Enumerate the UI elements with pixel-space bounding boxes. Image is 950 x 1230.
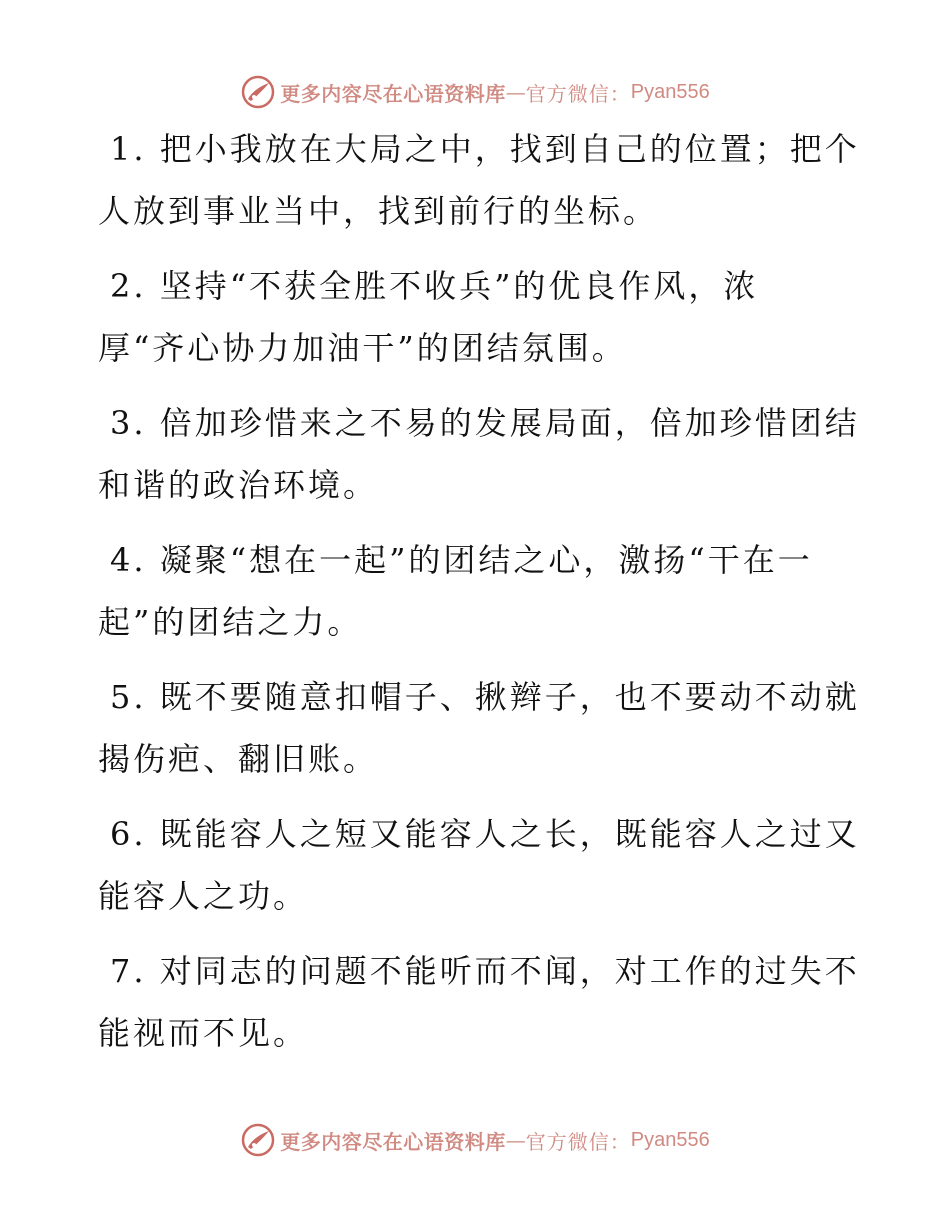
item-2-line-2: 厚“齐心协力加油干”的团结氛围。 <box>98 329 627 367</box>
item-3-line-1: 3. 倍加珍惜来之不易的发展局面，倍加珍惜团结 <box>110 404 860 442</box>
item-5-line-1: 5. 既不要随意扣帽子、揪辫子，也不要动不动就 <box>110 678 860 716</box>
list-item-6 <box>98 803 860 927</box>
item-6-line-2: 能容人之功。 <box>98 877 309 915</box>
list-item-2 <box>98 255 843 379</box>
item-1-line-2: 人放到事业当中，找到前行的坐标。 <box>98 192 659 230</box>
list-item-5 <box>98 666 860 790</box>
item-7-line-2: 能视而不见。 <box>98 1014 309 1052</box>
header-brand-text: 更多内容尽在心语资料库 <box>280 81 506 106</box>
footer-watermark <box>0 1120 950 1160</box>
footer-wechat-label: 官方微信： <box>525 1129 631 1154</box>
list-item-7 <box>98 940 860 1064</box>
item-2-line-1: 2. 坚持“不获全胜不收兵”的优良作风，浓 <box>110 267 759 305</box>
header-watermark <box>0 72 950 112</box>
pen-logo-icon <box>240 1122 276 1158</box>
item-5-line-2: 揭伤疤、翻旧账。 <box>98 740 379 778</box>
header-wechat-label: 官方微信： <box>525 81 631 106</box>
list-item-1 <box>98 118 860 242</box>
item-1-line-1: 1. 把小我放在大局之中，找到自己的位置；把个 <box>110 130 860 168</box>
item-4-line-2: 起”的团结之力。 <box>98 603 363 641</box>
list-item-4 <box>98 529 843 653</box>
footer-brand-text: 更多内容尽在心语资料库 <box>280 1129 506 1154</box>
document-body <box>98 118 860 1077</box>
item-4-line-1: 4. 凝聚“想在一起”的团结之心，激扬“干在一 <box>110 541 813 579</box>
list-item-3 <box>98 392 860 516</box>
item-6-line-1: 6. 既能容人之短又能容人之长，既能容人之过又 <box>110 815 860 853</box>
header-wechat-id: Pyan556 <box>630 80 710 103</box>
pen-logo-icon <box>240 74 276 110</box>
footer-separator: — <box>505 1128 526 1152</box>
footer-wechat-id: Pyan556 <box>630 1128 710 1151</box>
header-separator: — <box>505 80 526 104</box>
item-7-line-1: 7. 对同志的问题不能听而不闻，对工作的过失不 <box>110 952 860 990</box>
item-3-line-2: 和谐的政治环境。 <box>98 466 379 504</box>
